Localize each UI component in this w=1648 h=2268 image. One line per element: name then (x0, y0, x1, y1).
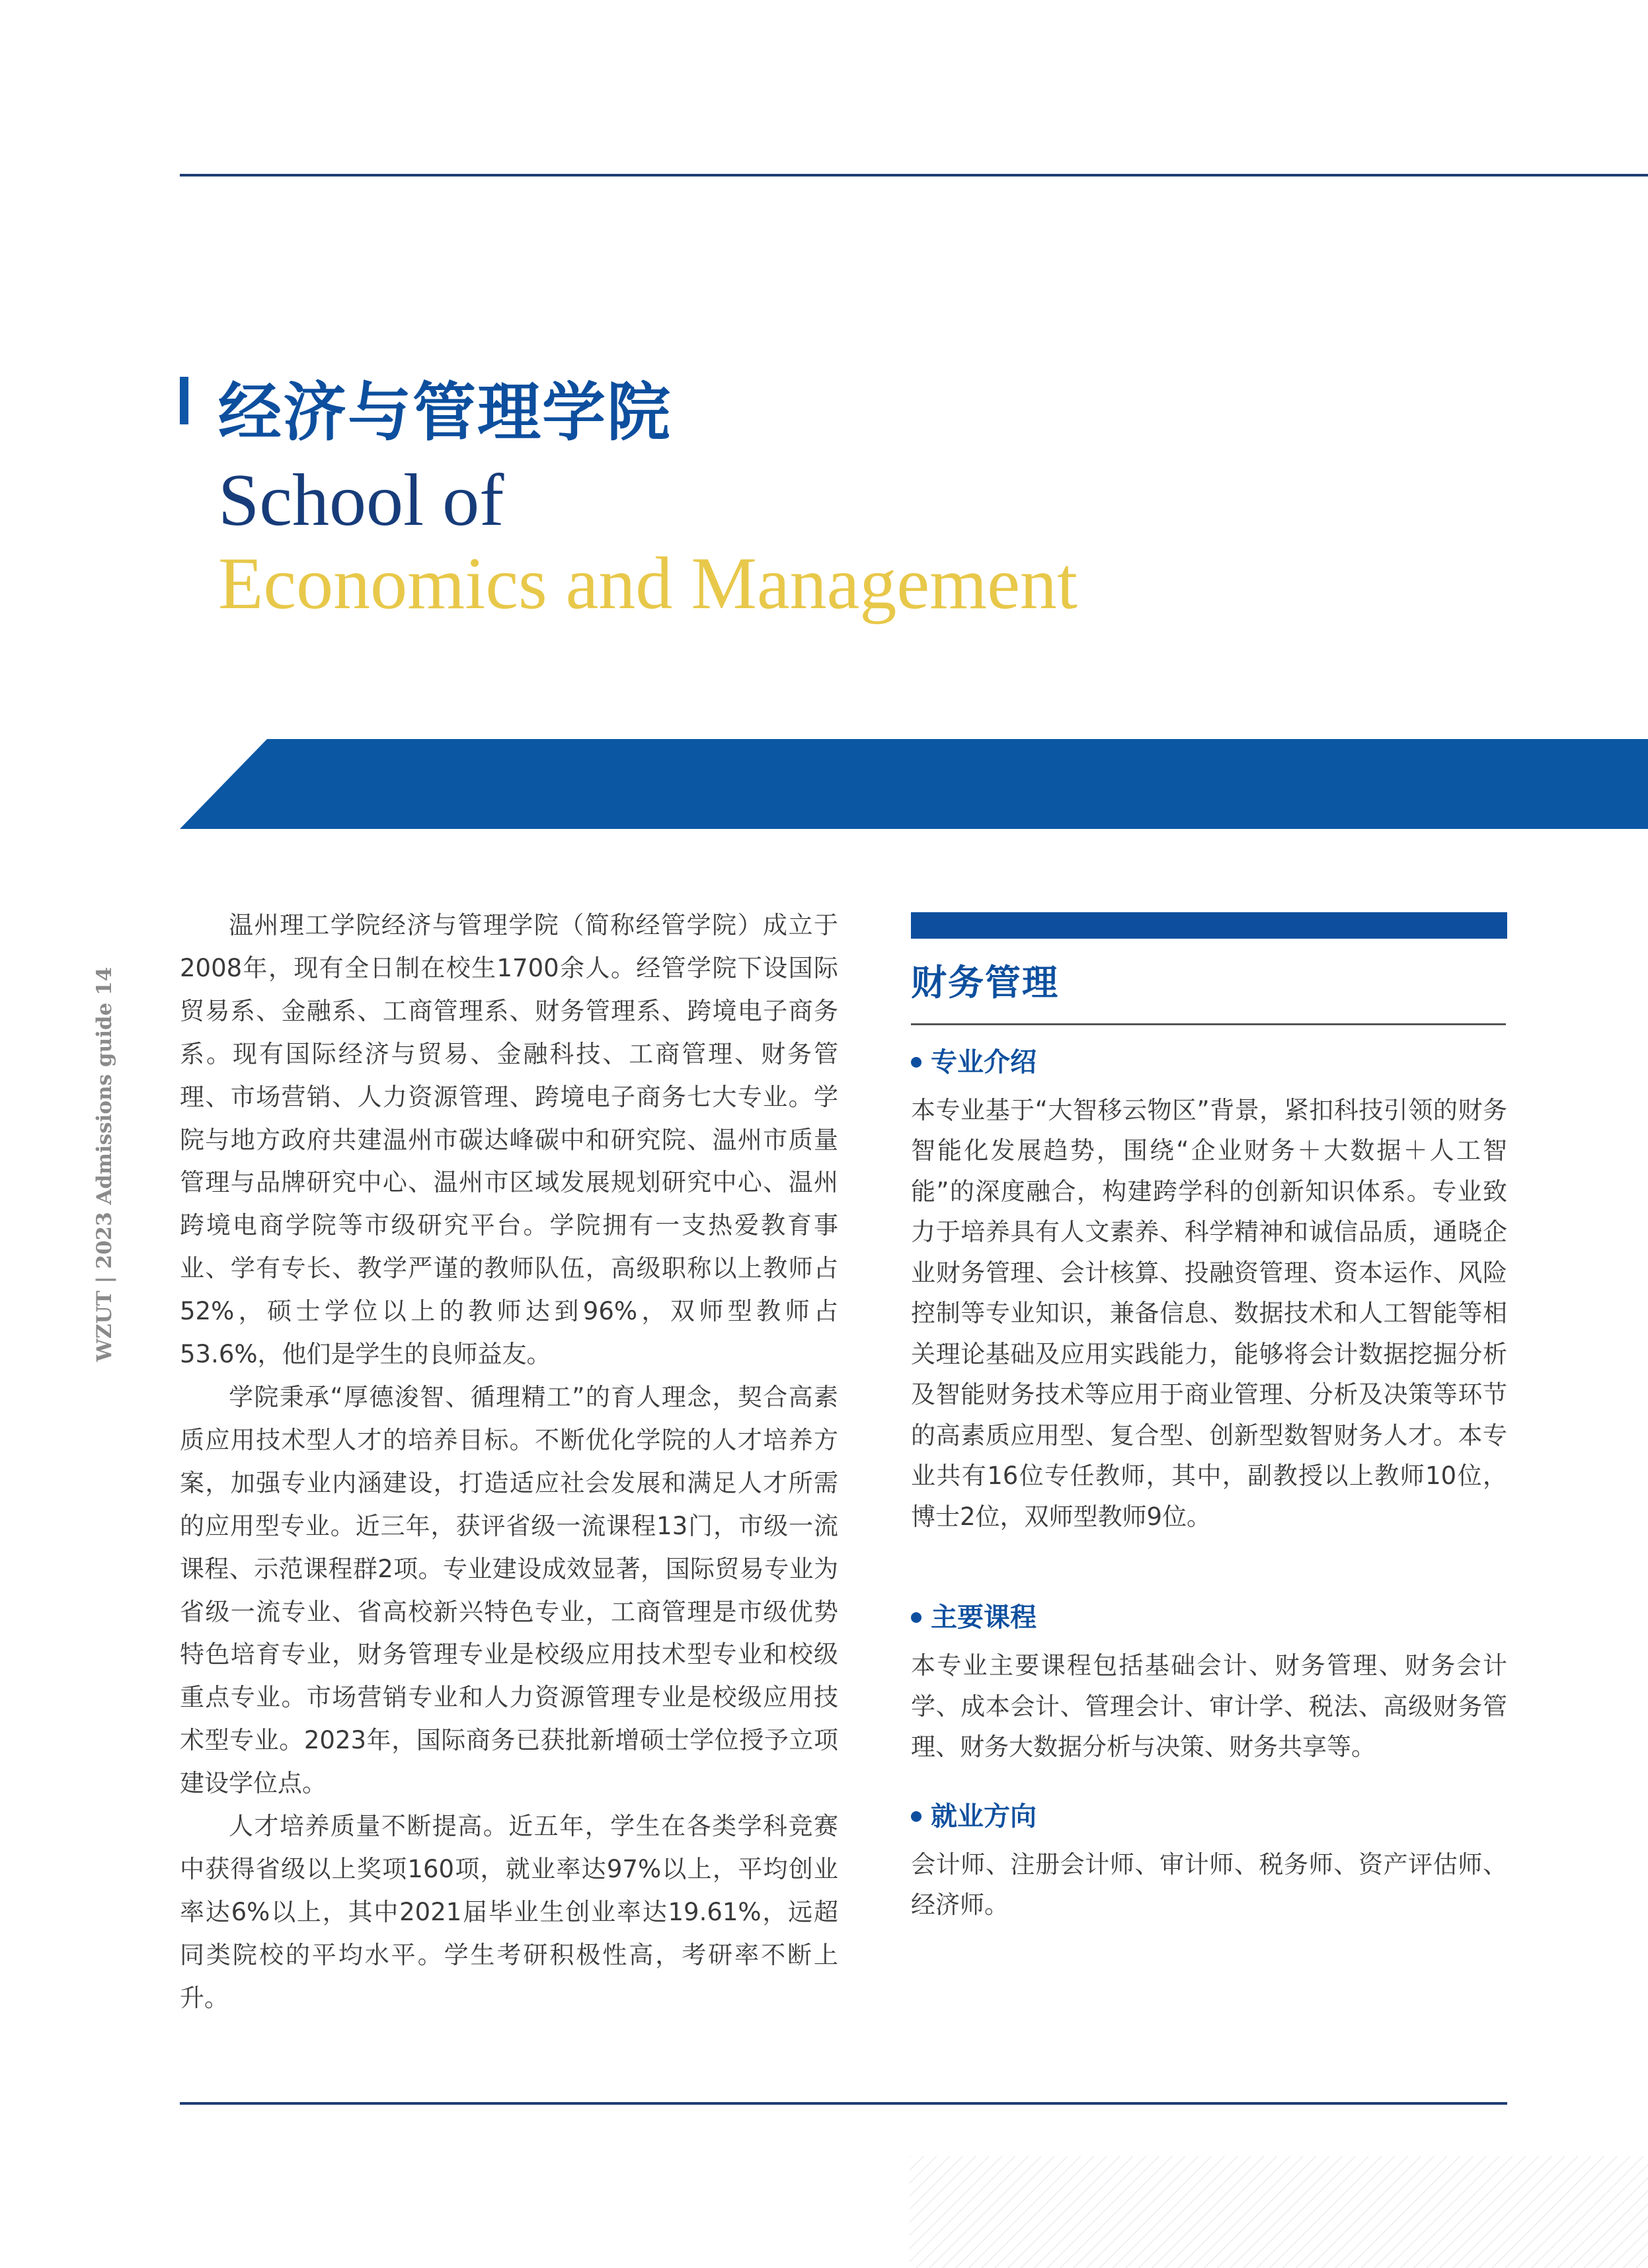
career-text: 会计师、注册会计师、审计师、税务师、资产评估师、经济师。 (911, 1850, 1507, 1920)
bullet-icon (911, 1811, 922, 1822)
career-heading-label: 就业方向 (931, 1801, 1037, 1832)
career-heading (911, 1801, 1507, 1832)
major-title: 财务管理 (911, 962, 1059, 1003)
blue-banner (0, 739, 1648, 829)
bottom-rule (180, 2102, 1507, 2105)
intro-column (180, 904, 838, 2020)
page-title-en-line1: School of (218, 459, 504, 541)
page-title-en-line2: Economics and Management (218, 543, 1078, 625)
intro-paragraph-2: 学院秉承“厚德浚智、循理精工”的育人理念，契合高素质应用技术型人才的培养目标。不断优化学院的人才培养方案，加强专业内涵建设，打造适应社会发展和满足人才所需的应用型专业。近三年，获评省级一流课程13门，市级一流课程、示范课程群2项。专业建设成效显著，国际贸易专业为省级一流专业、省高校新兴特色专业，工商管理是市级优势特色培育专业，财务管理专业是校级应用技术型专业和校级重点专业。市场营销专业和人力资源管理专业是校级应用技术型专业。2023年，国际商务已获批新增硕士学位授予立项建设学位点。 (180, 1382, 838, 1798)
intro-heading-label: 专业介绍 (931, 1046, 1037, 1077)
section-divider (911, 1023, 1506, 1025)
section-bar (911, 912, 1507, 939)
courses-text: 本专业主要课程包括基础会计、财务管理、财务会计学、成本会计、管理会计、审计学、税法、高级财务管理、财务大数据分析与决策、财务共享等。 (911, 1651, 1507, 1762)
courses-heading (911, 1602, 1507, 1633)
intro-paragraph-1: 温州理工学院经济与管理学院（简称经管学院）成立于2008年，现有全日制在校生1700余人。经管学院下设国际贸易系、金融系、工商管理系、财务管理系、跨境电子商务系。现有国际经济与贸易、金融科技、工商管理、财务管理、市场营销、人力资源管理、跨境电子商务七大专业。学院与地方政府共建温州市碳达峰碳中和研究院、温州市质量管理与品牌研究中心、温州市区域发展规划研究中心、温州跨境电商学院等市级研究平台。学院拥有一支热爱教育事业、学有专长、教学严谨的教师队伍，高级职称以上教师占52%，硕士学位以上的教师达到96%，双师型教师占53.6%，他们是学生的良师益友。 (180, 911, 838, 1369)
intro-text: 本专业基于“大智移云物区”背景，紧扣科技引领的财务智能化发展趋势，围绕“企业财务＋大数据＋人工智能”的深度融合，构建跨学科的创新知识体系。专业致力于培养具有人文素养、科学精神和诚信品质，通晓企业财务管理、会计核算、投融资管理、资本运作、风险控制等专业知识，兼备信息、数据技术和人工智能等相关理论基础及应用实践能力，能够将会计数据挖掘分析及智能财务技术等应用于商业管理、分析及决策等环节的高素质应用型、复合型、创新型数智财务人才。本专业共有16位专任教师，其中，副教授以上教师10位，博士2位，双师型教师9位。 (911, 1095, 1507, 1531)
decorative-hatch-pattern (910, 2156, 1648, 2268)
top-rule (180, 174, 1648, 176)
major-column (911, 912, 1507, 1926)
courses-heading-label: 主要课程 (931, 1602, 1037, 1633)
intro-heading (911, 1046, 1507, 1078)
side-running-label: WZUT | 2023 Admissions guide 14 (93, 966, 116, 1362)
title-marker (180, 377, 188, 424)
page-title-cn: 经济与管理学院 (218, 375, 672, 450)
intro-paragraph-3: 人才培养质量不断提高。近五年，学生在各类学科竞赛中获得省级以上奖项160项，就业率达97%以上，平均创业率达6%以上，其中2021届毕业生创业率达19.61%，远超同类院校的平均水平。学生考研积极性高，考研率不断上升。 (180, 1812, 838, 2012)
bullet-icon (911, 1057, 922, 1068)
bullet-icon (911, 1612, 922, 1623)
